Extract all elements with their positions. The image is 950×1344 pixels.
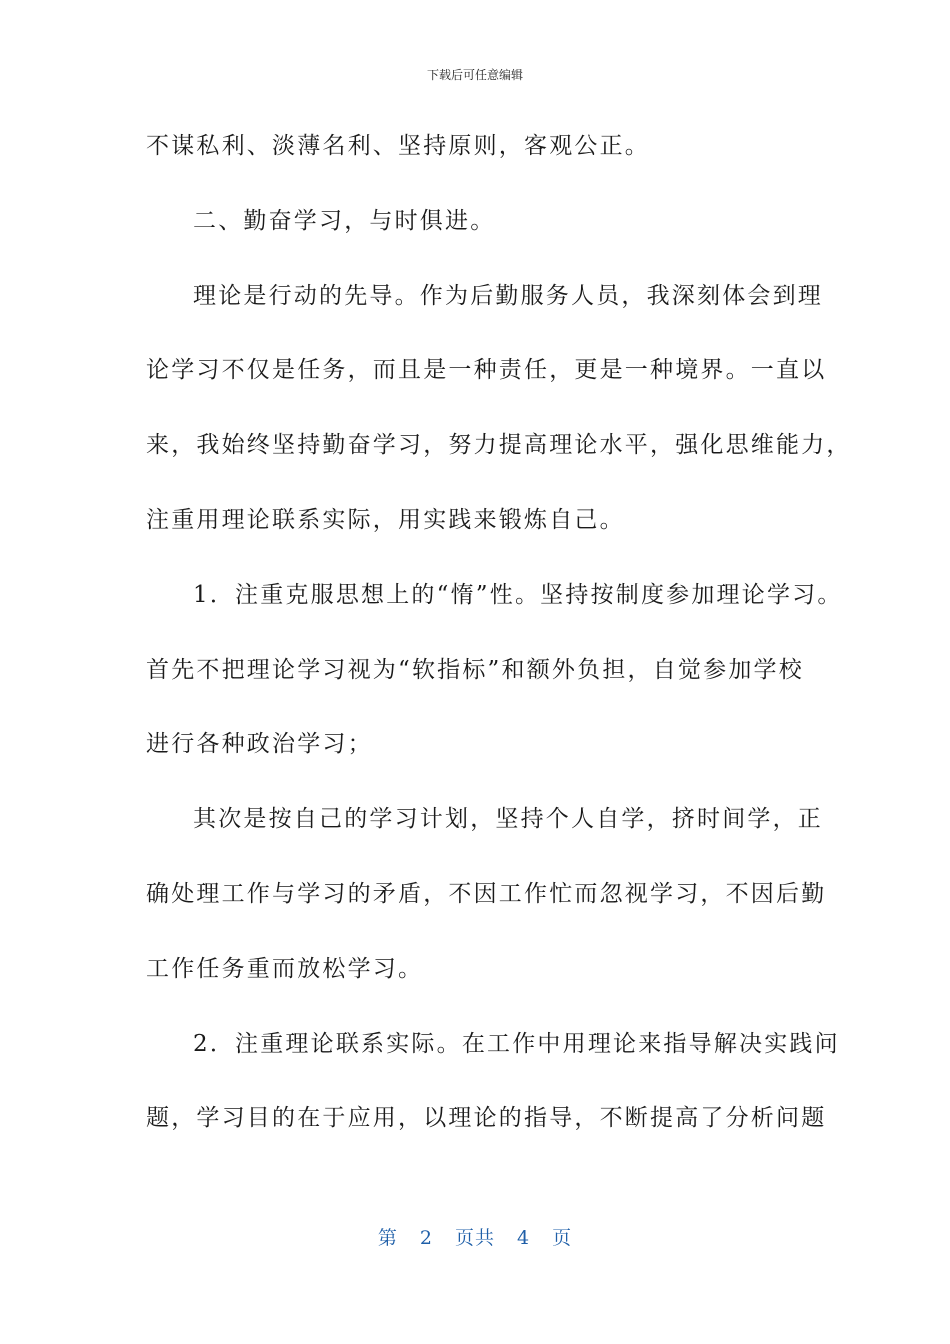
paragraph-line: 不谋私利、淡薄名利、坚持原则，客观公正。 [146, 133, 650, 159]
paragraph-line: 进行各种政治学习； [146, 731, 373, 758]
paragraph-line: 工作任务重而放松学习。 [146, 955, 424, 982]
paragraph-line: 二、勤奋学习，与时俱进。 [193, 207, 496, 234]
paragraph-line: 理论是行动的先导。作为后勤服务人员，我深刻体会到理 [193, 282, 823, 309]
paragraph-line: 其次是按自己的学习计划，坚持个人自学，挤时间学，正 [193, 806, 823, 833]
page-label-middle: 页共 [454, 1227, 495, 1249]
document-body [146, 121, 852, 1168]
paragraph-line: 首先不把理论学习视为“软指标”和额外负担，自觉参加学校 [146, 656, 804, 683]
page-label-prefix: 第 [377, 1227, 398, 1249]
paragraph-line: 题，学习目的在于应用，以理论的指导，不断提高了分析问题 [146, 1105, 827, 1132]
paragraph-line: 注重用理论联系实际，用实践来锻炼自己。 [146, 506, 625, 533]
page-footer [0, 1224, 950, 1252]
paragraph-line: 1．注重克服思想上的“惰”性。坚持按制度参加理论学习。 [193, 581, 843, 608]
current-page-number: 2 [419, 1227, 433, 1249]
paragraph-line: 来，我始终坚持勤奋学习，努力提高理论水平，强化思维能力， [146, 432, 852, 459]
page-label-suffix: 页 [552, 1227, 573, 1249]
paragraph-line: 确处理工作与学习的矛盾，不因工作忙而忽视学习，不因后勤 [146, 880, 827, 907]
total-pages-number: 4 [517, 1227, 531, 1249]
paragraph-line: 2．注重理论联系实际。在工作中用理论来指导解决实践问 [193, 1030, 840, 1057]
header-note: 下载后可任意编辑 [426, 68, 523, 82]
paragraph-line: 论学习不仅是任务，而且是一种责任，更是一种境界。一直以 [146, 357, 827, 384]
